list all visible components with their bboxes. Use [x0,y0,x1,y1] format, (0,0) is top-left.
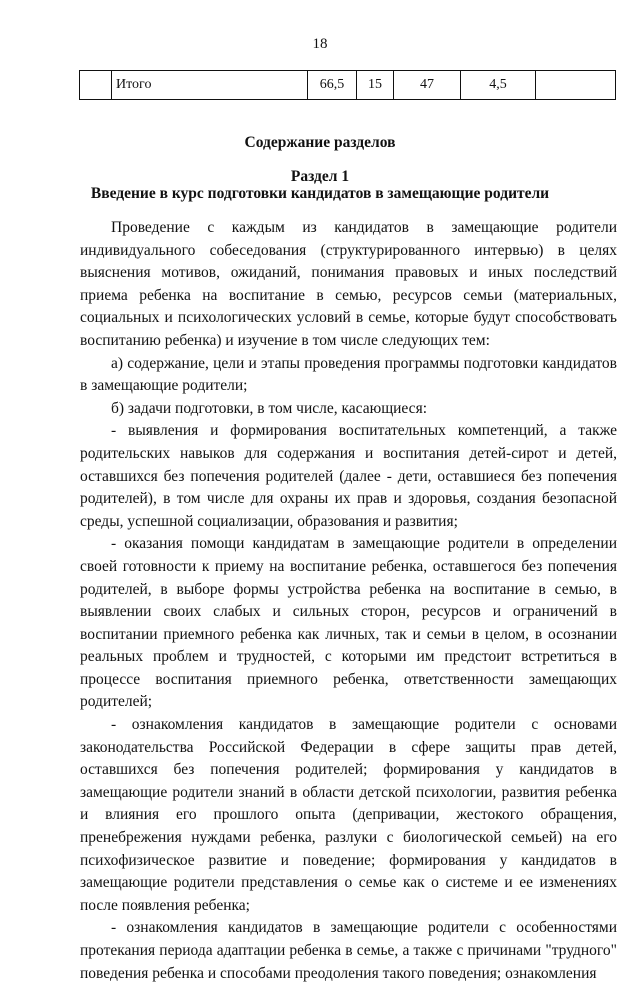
table-row [80,71,616,100]
table-cell-empty [80,71,112,100]
body-text [80,217,617,985]
section-title: Введение в курс подготовки кандидатов в замещающие родители [90,185,550,202]
table-cell-value: 4,5 [461,71,536,100]
table-cell-label: Итого [112,71,308,100]
totals-table [79,70,616,100]
table-cell-value: 66,5 [308,71,357,100]
table-cell-value: 15 [357,71,394,100]
paragraph: - выявления и формирования воспитательных компетенций, а также родительских навыков для содержания и воспитания детей-сирот и детей, оставшихся без попечения родителей (далее - дети, оставшиеся без попечения родителей), в том числе для охраны их прав и здоровья, создания безопасной среды, успешной социализации, образования и развития; [80,422,617,530]
table-cell-value: 47 [394,71,461,100]
paragraph: - ознакомления кандидатов в замещающие родители с особенностями протекания периода адаптации ребенка в семье, а также с причинами "трудного" поведения ребенка и способами преодоления такого поведения; ознакомления [80,919,617,982]
table-cell-value [536,71,616,100]
paragraph: - ознакомления кандидатов в замещающие родители с основами законодательства Российской Федерации в сфере защиты прав детей, оставшихся без попечения родителей; формирования у кандидатов в замещающие родители знаний в области детской психологии, развития ребенка и влияния его прошлого опыта (депривации, жестокого обращения, пренебрежения нуждами ребенка, разлуки с биологической семьей) на его психофизическое развитие и поведение; формирования у кандидатов в замещающие родители представления о семье как о системе и ее изменениях после появления ребенка; [80,716,617,914]
page-number: 18 [312,36,328,52]
paragraph: б) задачи подготовки, в том числе, касающиеся: [111,399,428,417]
contents-heading: Содержание разделов [244,134,396,151]
paragraph: - оказания помощи кандидатам в замещающие родители в определении своей готовности к приему на воспитание ребенка, оставшегося без попечения родителей, в выборе формы устройства ребенка на воспитание в семью, в выявлении своих слабых и сильных сторон, ресурсов и ограничений в воспитании приемного ребенка как личных, так и семьи в целом, в осознании реальных проблем и трудностей, с которыми им предстоит встретиться в процессе воспитания приемного ребенка, ответственности замещающих родителей; [80,535,617,711]
paragraph: Проведение с каждым из кандидатов в замещающие родители индивидуального собеседования (структурированного интервью) в целях выяснения мотивов, ожиданий, понимания правовых и иных последствий приема ребенка на воспитание в семью, ресурсов семьи (материальных, социальных и психологических условий в семье, которые будут способствовать воспитанию ребенка) и изучение в том числе следующих тем: [80,219,617,349]
paragraph: а) содержание, цели и этапы проведения программы подготовки кандидатов в замещающие родители; [80,354,617,395]
section-number: Раздел 1 [290,168,350,185]
